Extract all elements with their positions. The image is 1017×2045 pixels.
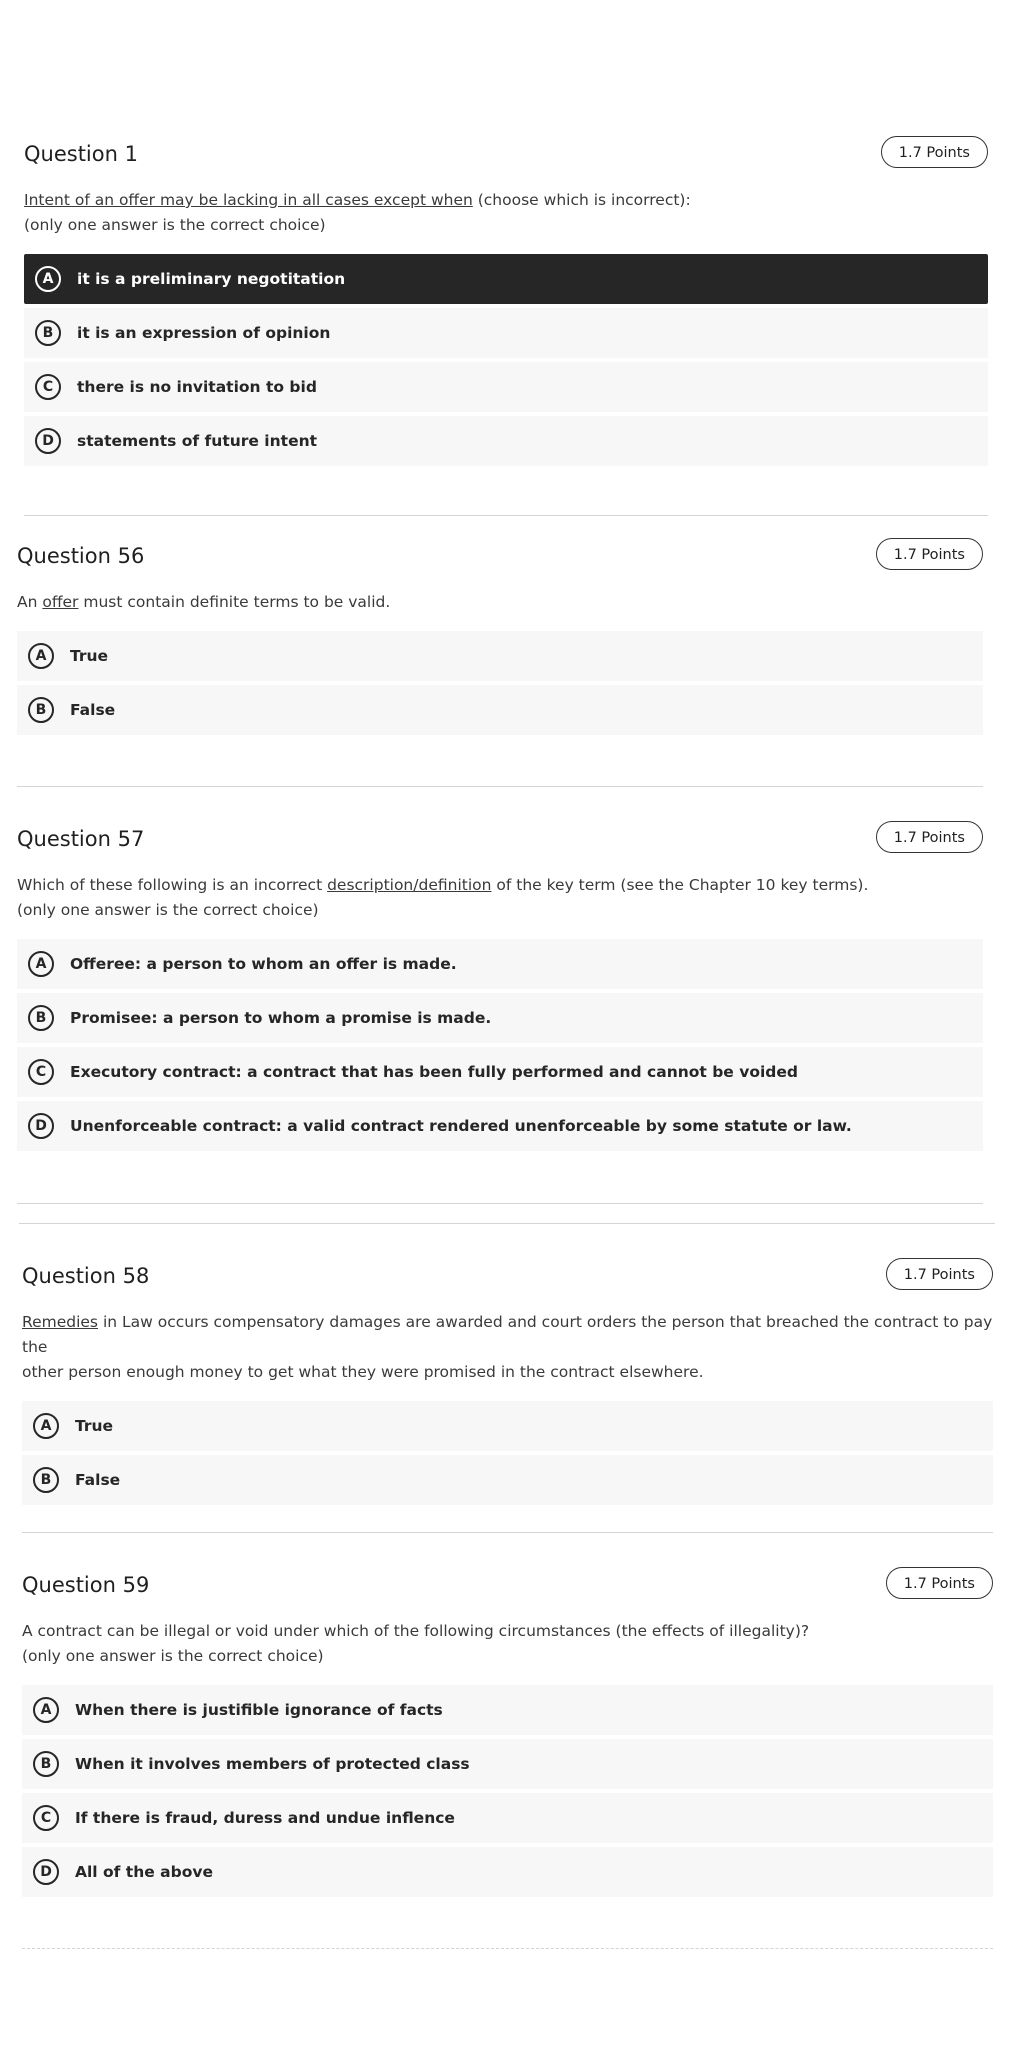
prompt-text: must contain definite terms to be valid.: [78, 593, 391, 611]
answer-option-c[interactable]: [24, 362, 988, 412]
option-text: it is a preliminary negotitation: [77, 270, 346, 288]
option-letter-circle: B: [28, 1005, 54, 1031]
option-text: True: [70, 647, 109, 665]
option-letter-circle: A: [33, 1697, 59, 1723]
answer-option-c[interactable]: [17, 1047, 983, 1097]
option-letter-circle: D: [28, 1113, 54, 1139]
prompt-underlined-term: Intent of an offer may be lacking in all cases except when: [24, 191, 473, 209]
points-badge: 1.7 Points: [881, 136, 988, 168]
answer-option-b[interactable]: [17, 685, 983, 735]
question-57: [17, 819, 983, 1155]
question-divider: [24, 515, 988, 516]
question-header: [17, 819, 983, 859]
question-divider: [17, 786, 983, 787]
option-letter-circle: C: [35, 374, 61, 400]
option-letter-circle: A: [35, 266, 61, 292]
prompt-text: (choose which is incorrect):: [472, 191, 691, 209]
prompt-text: Which of these following is an incorrect: [17, 876, 328, 894]
option-letter-circle: B: [28, 697, 54, 723]
answer-option-b[interactable]: [24, 308, 988, 358]
question-56: [17, 536, 983, 739]
option-letter-circle: D: [33, 1859, 59, 1885]
question-1: [24, 134, 988, 470]
points-badge: 1.7 Points: [876, 538, 983, 570]
option-letter-circle: A: [33, 1413, 59, 1439]
option-text: statements of future intent: [77, 432, 318, 450]
end-divider: [22, 1948, 993, 1949]
answer-option-b[interactable]: [22, 1739, 993, 1789]
question-title: Question 1: [24, 142, 138, 166]
question-prompt: [22, 1310, 993, 1385]
answer-option-b[interactable]: [22, 1455, 993, 1505]
points-badge: 1.7 Points: [876, 821, 983, 853]
answer-option-a[interactable]: [22, 1685, 993, 1735]
option-text: True: [75, 1417, 114, 1435]
option-letter-circle: C: [28, 1059, 54, 1085]
question-divider: [17, 1203, 983, 1204]
answer-option-a[interactable]: [24, 254, 988, 304]
question-header: [22, 1256, 993, 1296]
option-letter-circle: B: [35, 320, 61, 346]
option-text: When there is justifible ignorance of facts: [75, 1701, 443, 1719]
option-text: Executory contract: a contract that has been fully performed and cannot be voided: [70, 1063, 798, 1081]
option-letter-circle: B: [33, 1467, 59, 1493]
question-title: Question 56: [17, 544, 145, 568]
question-prompt: [22, 1619, 993, 1669]
answer-option-d[interactable]: [22, 1847, 993, 1897]
prompt-instruction: (only one answer is the correct choice): [22, 1647, 324, 1665]
question-58: [22, 1256, 993, 1509]
prompt-text: A contract can be illegal or void under which of the following circumstances (the effects of illegality)?: [22, 1622, 810, 1640]
option-text: All of the above: [75, 1863, 213, 1881]
prompt-instruction: (only one answer is the correct choice): [24, 216, 326, 234]
question-title: Question 59: [22, 1573, 150, 1597]
answer-option-a[interactable]: [17, 939, 983, 989]
question-header: [24, 134, 988, 174]
prompt-text: in Law occurs compensatory damages are awarded and court orders the person that breached the contract to pay the: [22, 1313, 993, 1356]
prompt-text: other person enough money to get what they were promised in the contract elsewhere.: [22, 1363, 704, 1381]
option-text: Offeree: a person to whom an offer is made.: [70, 955, 457, 973]
section-divider: [19, 1223, 995, 1224]
prompt-text: of the key term (see the Chapter 10 key terms).: [491, 876, 869, 894]
option-letter-circle: D: [35, 428, 61, 454]
prompt-underlined-term: Remedies: [22, 1313, 99, 1331]
option-text: When it involves members of protected class: [75, 1755, 470, 1773]
option-text: False: [70, 701, 116, 719]
prompt-underlined-term: offer: [42, 593, 79, 611]
option-text: it is an expression of opinion: [77, 324, 331, 342]
question-header: [17, 536, 983, 576]
option-text: Unenforceable contract: a valid contract rendered unenforceable by some statute or law.: [70, 1117, 852, 1135]
points-badge: 1.7 Points: [886, 1258, 993, 1290]
option-letter-circle: B: [33, 1751, 59, 1777]
prompt-text: An: [17, 593, 43, 611]
answer-option-b[interactable]: [17, 993, 983, 1043]
question-prompt: [17, 590, 983, 615]
option-text: there is no invitation to bid: [77, 378, 317, 396]
option-letter-circle: A: [28, 643, 54, 669]
option-letter-circle: C: [33, 1805, 59, 1831]
answer-option-d[interactable]: [24, 416, 988, 466]
answer-options: [24, 254, 988, 466]
answer-options: [22, 1401, 993, 1505]
option-text: Promisee: a person to whom a promise is made.: [70, 1009, 492, 1027]
answer-option-d[interactable]: [17, 1101, 983, 1151]
prompt-instruction: (only one answer is the correct choice): [17, 901, 319, 919]
prompt-underlined-term: description/definition: [327, 876, 492, 894]
question-title: Question 57: [17, 827, 145, 851]
question-divider: [22, 1532, 993, 1533]
option-text: If there is fraud, duress and undue inflence: [75, 1809, 455, 1827]
answer-options: [17, 939, 983, 1151]
answer-option-a[interactable]: [17, 631, 983, 681]
question-prompt: [17, 873, 983, 923]
question-title: Question 58: [22, 1264, 150, 1288]
answer-option-a[interactable]: [22, 1401, 993, 1451]
option-letter-circle: A: [28, 951, 54, 977]
question-header: [22, 1565, 993, 1605]
answer-option-c[interactable]: [22, 1793, 993, 1843]
points-badge: 1.7 Points: [886, 1567, 993, 1599]
option-text: False: [75, 1471, 121, 1489]
answer-options: [17, 631, 983, 735]
question-prompt: [24, 188, 988, 238]
answer-options: [22, 1685, 993, 1897]
question-59: [22, 1565, 993, 1901]
